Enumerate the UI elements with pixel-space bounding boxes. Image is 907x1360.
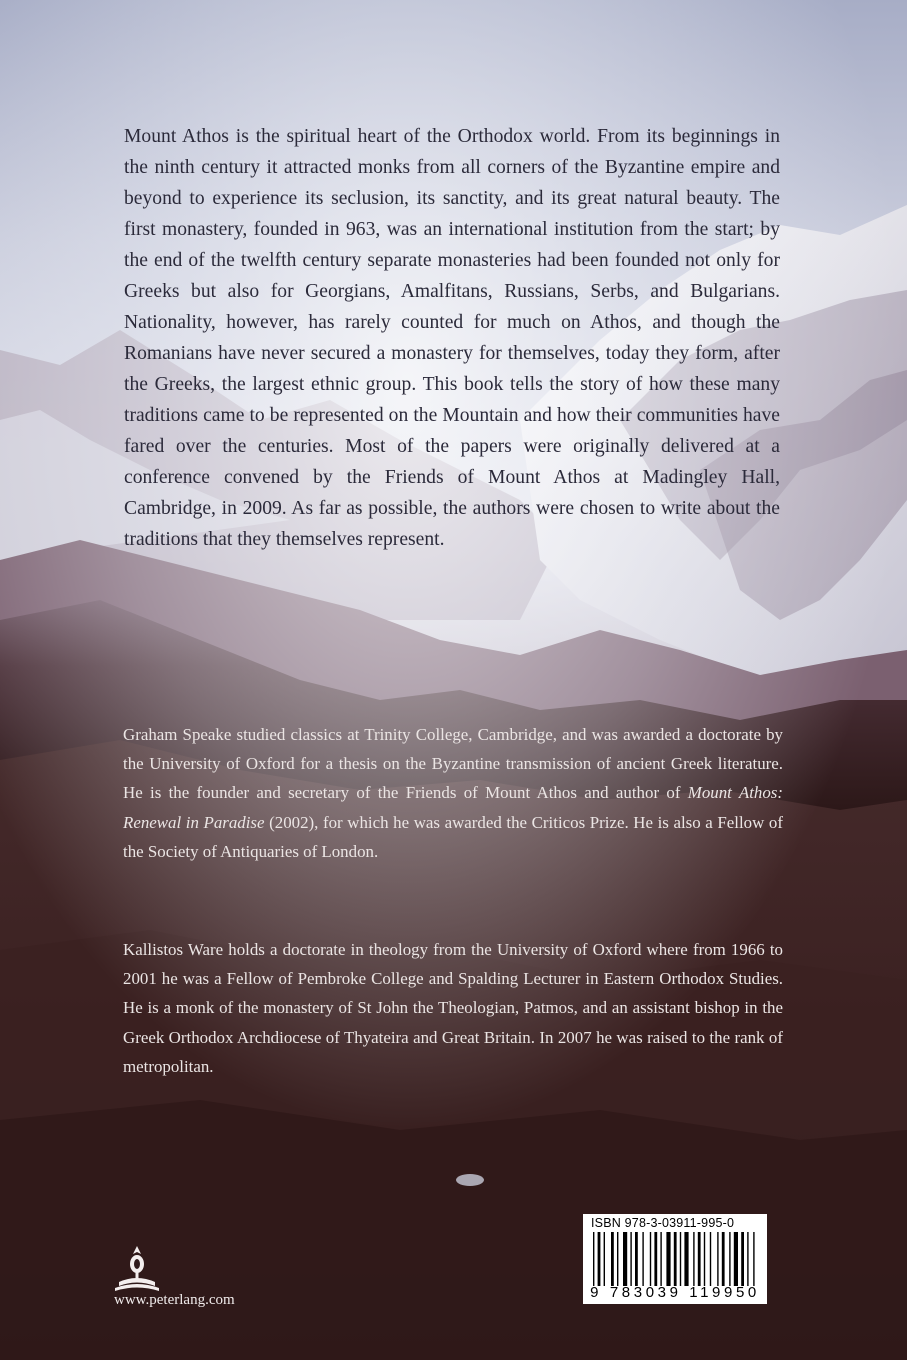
bio-speake-intro: Graham Speake studied classics at Trinity College, Cambridge, and was awarded a doctorate by the University of Oxford for a thesis on the Byzantine transmission of ancient Greek literature. He is the founder and secretary of the Friends of Mount Athos and author of	[123, 725, 783, 803]
publisher-url[interactable]: www.peterlang.com	[114, 1292, 235, 1308]
book-title-mount-athos-renewal: Mount Athos: Renewal in Paradise	[123, 783, 783, 832]
author-bio-kallistos-ware: Kallistos Ware holds a doctorate in theology from the University of Oxford where from 1966 to 2001 he was a Fellow of Pembroke College and Spalding Lecturer in Eastern Orthodox Studies. He is a monk of the monastery of St John the Theologian, Patmos, and an assistant bishop in the Greek Orthodox Archdiocese of Thyateira and Great Britain. In 2007 he was raised to the rank of metropolitan.	[123, 940, 783, 1076]
author-bio-graham-speake	[123, 720, 783, 866]
barcode-bars	[593, 1232, 757, 1286]
isbn-label: ISBN 978-3-03911-995-0	[591, 1216, 735, 1230]
book-description: Mount Athos is the spiritual heart of the Orthodox world. From its beginnings in the ninth century it attracted monks from all corners of the Byzantine empire and beyond to experience its seclusion, its sanctity, and its great natural beauty. The first monastery, founded in 963, was an international institution from the start; by the end of the twelfth century separate monasteries had been founded not only for Greeks but also for Georgians, Amalfitans, Russians, Serbs, and Bulgarians. Nationality, however, has rarely counted for much on Athos, and though the Romanians have never secured a monastery for themselves, today they form, after the Greeks, the largest ethnic group. This book tells the story of how these many traditions came to be represented on the Mountain and how their communities have fared over the centuries. Most of the papers were originally delivered at a conference convened by the Friends of Mount Athos at Madingley Hall, Cambridge, in 2009. As far as possible, the authors were chosen to write about the traditions that they themselves represent.	[124, 126, 780, 550]
barcode-digits: 9 783039 119950	[590, 1284, 760, 1301]
isbn-barcode	[583, 1214, 767, 1304]
bio-speake-rest: (2002), for which he was awarded the Criticos Prize. He is also a Fellow of the Society of Antiquaries of London.	[123, 812, 784, 861]
